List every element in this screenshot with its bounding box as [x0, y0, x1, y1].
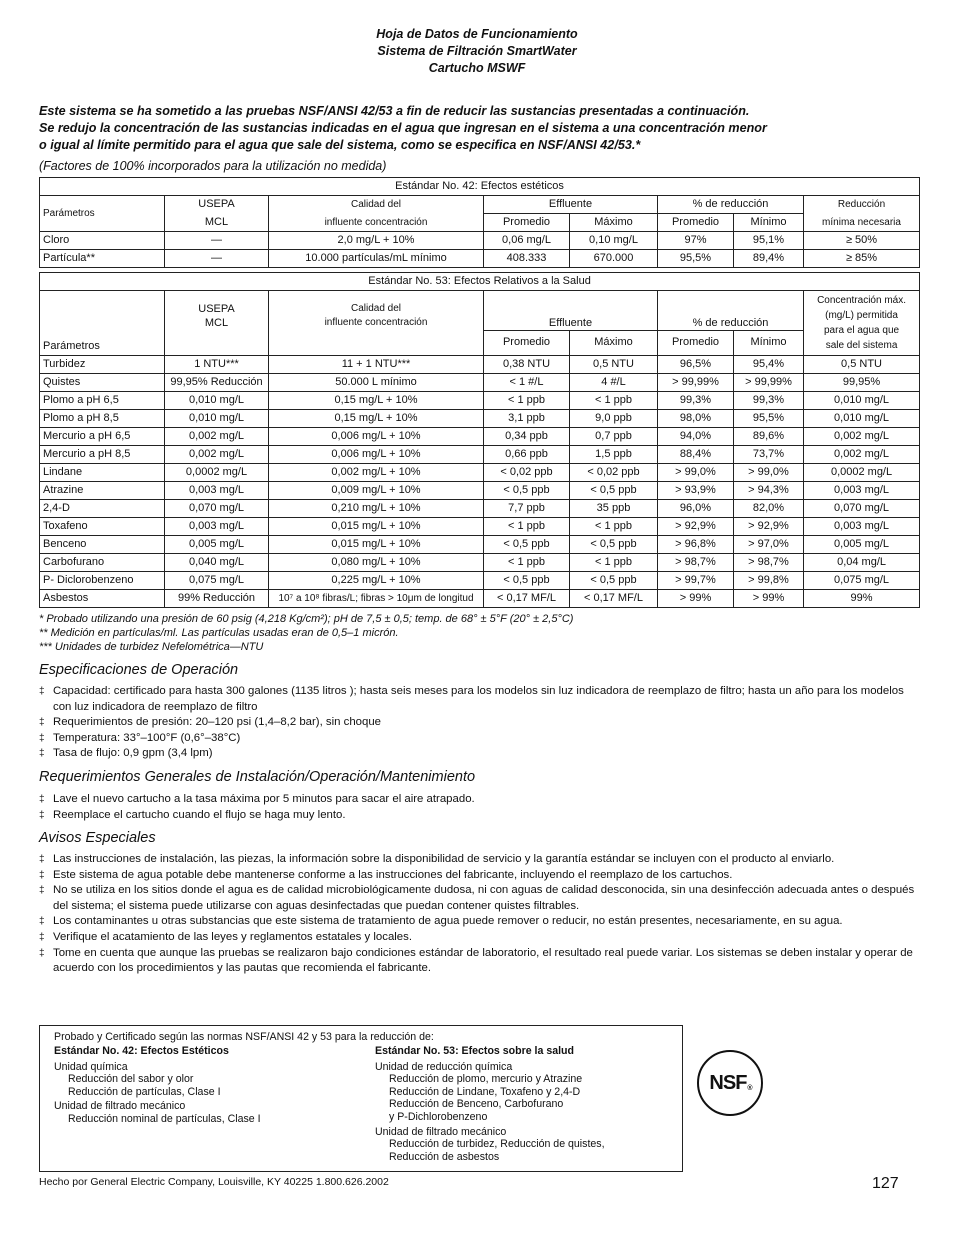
table42-header-redmin-1: Reducción — [804, 196, 920, 214]
table42-cell: 89,4% — [734, 250, 804, 268]
table53-row — [40, 374, 920, 392]
table53-cell: 7,7 ppb — [484, 500, 570, 518]
table53-cell: 95,4% — [734, 356, 804, 374]
table53-cell: 82,0% — [734, 500, 804, 518]
table42-cell: 2,0 mg/L + 10% — [269, 232, 484, 250]
table53-cell: < 1 ppb — [484, 554, 570, 572]
table53-cell: Carbofurano — [40, 554, 165, 572]
intro-statement — [39, 103, 919, 154]
cert-column-42 — [54, 1045, 354, 1126]
table53-header-conc-2: (mg/L) permitida — [825, 310, 898, 321]
table42-header-reduccion: % de reducción — [658, 196, 804, 214]
table53-cell: 0,002 mg/L — [165, 446, 269, 464]
table53-cell: 94,0% — [658, 428, 734, 446]
footer-maker: Hecho por General Electric Company, Louisville, KY 40225 1.800.626.2002 — [39, 1176, 389, 1188]
table53-cell: 0,003 mg/L — [165, 482, 269, 500]
table53-cell: 0,005 mg/L — [804, 536, 920, 554]
table53-cell: > 98,7% — [734, 554, 804, 572]
table42-header-minimo: Mínimo — [734, 214, 804, 232]
table53-cell: < 1 ppb — [484, 392, 570, 410]
table42-header-usepa: USEPA — [165, 196, 269, 214]
table53-cell: > 93,9% — [658, 482, 734, 500]
table53-header-conc-3: para el agua que — [824, 325, 900, 336]
table53-cell: > 94,3% — [734, 482, 804, 500]
table53-cell: 0,003 mg/L — [165, 518, 269, 536]
table53-cell: < 0,5 ppb — [484, 572, 570, 590]
table42-header-calidad-1: Calidad del — [269, 196, 484, 214]
table53-cell: 0,003 mg/L — [804, 518, 920, 536]
header-line-3: Cartucho MSWF — [428, 61, 526, 75]
table53-cell: Plomo a pH 8,5 — [40, 410, 165, 428]
table53-header-usepa-spacer — [165, 330, 269, 355]
table53-cell: 99,95% — [804, 374, 920, 392]
table53-cell: 0,005 mg/L — [165, 536, 269, 554]
table42-row — [40, 232, 920, 250]
table53-cell: 99,95% Reducción — [165, 374, 269, 392]
table53-cell: 0,210 mg/L + 10% — [269, 500, 484, 518]
intro-line-1: Este sistema se ha sometido a las pruebas NSF/ANSI 42/53 a fin de reducir las sustancias presentadas a continuación. — [39, 104, 750, 118]
table53-cell: 96,5% — [658, 356, 734, 374]
cert-42-line-3: Reducción de partículas, Clase I — [68, 1085, 221, 1098]
table53-cell: 0,5 NTU — [804, 356, 920, 374]
cert-53-line-3: Reducción de Lindane, Toxafeno y 2,4-D — [389, 1085, 581, 1098]
table53-header-promedio-2: Promedio — [658, 330, 734, 355]
header-line-1: Hoja de Datos de Funcionamiento — [376, 27, 578, 41]
table53-cell: 3,1 ppb — [484, 410, 570, 428]
table53-cell: 99,3% — [658, 392, 734, 410]
table53-cell: < 1 ppb — [484, 518, 570, 536]
table53-cell: 0,34 ppb — [484, 428, 570, 446]
table53-cell: < 0,17 MF/L — [484, 590, 570, 608]
table53-row — [40, 590, 920, 608]
table53-cell: < 0,5 ppb — [570, 536, 658, 554]
table53-header-promedio: Promedio — [484, 330, 570, 355]
cert-intro: Probado y Certificado según las normas NSF/ANSI 42 y 53 para la reducción de: — [54, 1031, 434, 1043]
table53-cell: 0,009 mg/L + 10% — [269, 482, 484, 500]
cert-42-line-4: Unidad de filtrado mecánico — [54, 1100, 186, 1113]
table53-row — [40, 392, 920, 410]
footnote-1: * Probado utilizando una presión de 60 psig (4,218 Kg/cm²); pH de 7,5 ± 0,5; temp. de 68° ± 5°F (20° ± 2,5°C) — [39, 613, 574, 625]
spec-item: ‡ Capacidad: certificado para hasta 300 galones (1135 litros ); hasta seis meses para los modelos sin luz indicadora de reemplazo de filtro; hasta un año para los modelos con luz indicadora de reemplazo de filtro — [39, 684, 919, 715]
nsf-logo-reg: ® — [747, 1084, 752, 1092]
table42-header-param: Parámetros — [40, 196, 165, 232]
table53-cell: > 99,0% — [734, 464, 804, 482]
table53-cell: > 99,0% — [658, 464, 734, 482]
table53-cell: Mercurio a pH 6,5 — [40, 428, 165, 446]
table42-header-mcl: MCL — [165, 214, 269, 232]
table42-cell: 97% — [658, 232, 734, 250]
table53-cell: 0,010 mg/L — [804, 392, 920, 410]
cert-42-line-1: Unidad química — [54, 1060, 128, 1073]
cert-42-line-5: Reducción nominal de partículas, Clase I — [68, 1112, 261, 1125]
table53-cell: > 96,8% — [658, 536, 734, 554]
table42-header-promedio-2: Promedio — [658, 214, 734, 232]
table53-cell: 99,3% — [734, 392, 804, 410]
spec-section-title: Especificaciones de Operación — [39, 662, 239, 678]
table42-cell: 670.000 — [570, 250, 658, 268]
cert-53-line-6: Unidad de filtrado mecánico — [375, 1125, 507, 1138]
table53-header-conc-cell — [804, 291, 920, 356]
table53-row — [40, 428, 920, 446]
table53-cell: 0,010 mg/L — [165, 410, 269, 428]
table53-cell: Turbidez — [40, 356, 165, 374]
table42-header-effluente: Effluente — [484, 196, 658, 214]
table42-row — [40, 250, 920, 268]
table53-cell: 0,010 mg/L — [165, 392, 269, 410]
table42-cell: 95,5% — [658, 250, 734, 268]
table53-cell: < 0,17 MF/L — [570, 590, 658, 608]
table53-cell: < 0,02 ppb — [570, 464, 658, 482]
cert-53-line-2: Reducción de plomo, mercurio y Atrazine — [389, 1073, 583, 1086]
table53-cell: 0,15 mg/L + 10% — [269, 410, 484, 428]
table53-cell: < 0,5 ppb — [570, 572, 658, 590]
table53-cell: > 99,7% — [658, 572, 734, 590]
table53-cell: > 98,7% — [658, 554, 734, 572]
table53-cell: 2,4-D — [40, 500, 165, 518]
table53-cell: 0,5 NTU — [570, 356, 658, 374]
table53-cell: 11 + 1 NTU*** — [269, 356, 484, 374]
cert-53-line-7: Reducción de turbidez, Reducción de quistes, — [389, 1138, 605, 1151]
footnote-3: *** Unidades de turbidez Nefelométrica—NTU — [39, 641, 264, 653]
table53-cell: > 97,0% — [734, 536, 804, 554]
cert-53-line-8: Reducción de asbestos — [389, 1150, 500, 1163]
install-item: ‡ Reemplace el cartucho cuando el flujo se haga muy lento. — [39, 808, 919, 824]
table53-header-calidad-spacer — [269, 330, 484, 355]
table53-cell: > 99,8% — [734, 572, 804, 590]
table53-cell: 0,075 mg/L — [804, 572, 920, 590]
avisos-section-title: Avisos Especiales — [39, 830, 156, 846]
table53-header-conc-1: Concentración máx. — [817, 295, 906, 306]
table53-cell: 0,006 mg/L + 10% — [269, 428, 484, 446]
install-item: ‡ Lave el nuevo cartucho a la tasa máxima por 5 minutos para sacar el aire atrapado. — [39, 792, 919, 808]
table42-header-maximo: Máximo — [570, 214, 658, 232]
page-number: 127 — [872, 1175, 899, 1192]
cert-42-heading: Estándar No. 42: Efectos Estéticos — [54, 1045, 229, 1057]
table42-cell: Cloro — [40, 232, 165, 250]
table53-cell: 98,0% — [658, 410, 734, 428]
spec-list — [39, 684, 919, 762]
table53-cell: 0,003 mg/L — [804, 482, 920, 500]
table53-header-calidad-cell — [269, 291, 484, 331]
table53-header-effluente: Effluente — [484, 291, 658, 331]
table53-cell: 89,6% — [734, 428, 804, 446]
table42-cell: — — [165, 232, 269, 250]
table53-row — [40, 500, 920, 518]
table53-cell: 0,015 mg/L + 10% — [269, 536, 484, 554]
table53-header-calidad-2: influente concentración — [324, 317, 428, 329]
table42-cell: — — [165, 250, 269, 268]
table53-cell: < 0,5 ppb — [570, 482, 658, 500]
table53-row — [40, 554, 920, 572]
table53-row — [40, 410, 920, 428]
table53-cell: 10⁷ a 10⁸ fibras/L; fibras > 10μm de longitud — [269, 590, 484, 608]
spec-item: ‡ Requerimientos de presión: 20–120 psi (1,4–8,2 bar), sin choque — [39, 715, 919, 731]
table53-header-usepa-cell — [165, 291, 269, 331]
table42-title: Estándar No. 42: Efectos estéticos — [40, 178, 920, 196]
table53-cell: 0,075 mg/L — [165, 572, 269, 590]
table53-cell: Asbestos — [40, 590, 165, 608]
spec-item: ‡ Tasa de flujo: 0,9 gpm (3,4 lpm) — [39, 746, 919, 762]
table53-cell: Mercurio a pH 8,5 — [40, 446, 165, 464]
table42-header-calidad-2: influente concentración — [269, 214, 484, 232]
table53-cell: 0,010 mg/L — [804, 410, 920, 428]
table53-header-mcl: MCL — [204, 317, 229, 330]
table53-cell: 0,070 mg/L — [804, 500, 920, 518]
table53-cell: 35 ppb — [570, 500, 658, 518]
table42-cell: 0,10 mg/L — [570, 232, 658, 250]
table53-row — [40, 536, 920, 554]
table53-cell: 0,040 mg/L — [165, 554, 269, 572]
table53-cell: P- Diclorobenzeno — [40, 572, 165, 590]
table-standard-53 — [39, 272, 920, 608]
table53-header-minimo: Mínimo — [734, 330, 804, 355]
table53-cell: 73,7% — [734, 446, 804, 464]
table53-cell: > 99% — [658, 590, 734, 608]
table53-cell: Atrazine — [40, 482, 165, 500]
table53-cell: 0,04 mg/L — [804, 554, 920, 572]
table53-cell: Lindane — [40, 464, 165, 482]
table53-cell: 50.000 L mínimo — [269, 374, 484, 392]
table53-cell: Toxafeno — [40, 518, 165, 536]
table42-cell: 0,06 mg/L — [484, 232, 570, 250]
table-standard-42 — [39, 177, 920, 268]
table53-row — [40, 572, 920, 590]
avisos-item: ‡ Los contaminantes u otras substancias que este sistema de tratamiento de agua puede remover o reducir, no están presentes, necesariamente, en su agua. — [39, 914, 919, 930]
nsf-logo-icon — [697, 1050, 763, 1116]
table53-body — [40, 356, 920, 608]
table53-cell: 0,006 mg/L + 10% — [269, 446, 484, 464]
factors-note: (Factores de 100% incorporados para la utilización no medida) — [39, 159, 387, 173]
table53-cell: 0,15 mg/L + 10% — [269, 392, 484, 410]
avisos-item: ‡ No se utiliza en los sitios donde el agua es de calidad microbiológicamente dudosa, ni con aguas de calidad desconocida, sin una desinfección adecuada antes o después del sistema; el sistema puede utilizarse con aguas desinfectadas que puedan contener quistes filtrables. — [39, 883, 919, 914]
table53-cell: < 1 ppb — [570, 554, 658, 572]
table53-cell: Plomo a pH 6,5 — [40, 392, 165, 410]
table53-cell: 0,002 mg/L + 10% — [269, 464, 484, 482]
table53-cell: 0,225 mg/L + 10% — [269, 572, 484, 590]
intro-line-2: Se redujo la concentración de las sustancias indicadas en el agua que ingresan en el sistema a una concentración menor — [39, 121, 767, 135]
cert-53-heading: Estándar No. 53: Efectos sobre la salud — [375, 1045, 574, 1057]
table53-row — [40, 518, 920, 536]
table53-cell: 0,7 ppb — [570, 428, 658, 446]
cert-column-53 — [375, 1045, 675, 1163]
table53-cell: 0,38 NTU — [484, 356, 570, 374]
table53-row — [40, 464, 920, 482]
avisos-item: ‡ Verifique el acatamiento de las leyes y reglamentos estatales y locales. — [39, 930, 919, 946]
table42-body — [40, 232, 920, 268]
avisos-item: ‡ Tome en cuenta que aunque las pruebas se realizaron bajo condiciones estándar de laboratorio, el resultado real puede variar. Los sistemas se deben instalar y operar de acuerdo con los procedimientos y las pautas que recomienda el fabricante. — [39, 946, 919, 977]
install-section-title: Requerimientos Generales de Instalación/Operación/Mantenimiento — [39, 769, 476, 785]
table53-header-maximo: Máximo — [570, 330, 658, 355]
table42-cell: 10.000 partículas/mL mínimo — [269, 250, 484, 268]
table53-cell: 0,66 ppb — [484, 446, 570, 464]
cert-53-line-4: Reducción de Benceno, Carbofurano — [389, 1098, 564, 1111]
table53-cell: 0,015 mg/L + 10% — [269, 518, 484, 536]
table53-cell: 0,070 mg/L — [165, 500, 269, 518]
table42-cell: 408.333 — [484, 250, 570, 268]
table42-cell: Partícula** — [40, 250, 165, 268]
table42-cell: 95,1% — [734, 232, 804, 250]
avisos-item: ‡ Las instrucciones de instalación, las piezas, la información sobre la disponibilidad de servicio y la garantía estándar se incluyen con el producto al enviarlo. — [39, 852, 919, 868]
table53-cell: 0,002 mg/L — [165, 428, 269, 446]
cert-53-line-1: Unidad de reducción química — [375, 1060, 513, 1073]
table53-header-conc-4: sale del sistema — [825, 340, 898, 351]
avisos-list — [39, 852, 919, 977]
table53-cell: < 0,5 ppb — [484, 482, 570, 500]
table53-cell: < 1 ppb — [570, 518, 658, 536]
avisos-item: ‡ Este sistema de agua potable debe mantenerse conforme a las instrucciones del fabricante, incluyendo el reemplazo de los cartuchos. — [39, 868, 919, 884]
table53-cell: 1,5 ppb — [570, 446, 658, 464]
table53-cell: 88,4% — [658, 446, 734, 464]
table53-cell: 0,002 mg/L — [804, 428, 920, 446]
install-list — [39, 792, 919, 823]
table53-cell: < 1 ppb — [570, 392, 658, 410]
table42-header-redmin-2: mínima necesaria — [804, 214, 920, 232]
spec-item: ‡ Temperatura: 33°–100°F (0,6°–38°C) — [39, 731, 919, 747]
cert-53-line-5: y P-Dichlorobenzeno — [389, 1110, 488, 1123]
footnote-2: ** Medición en partículas/ml. Las partículas usadas eran de 0,5–1 micrón. — [39, 627, 399, 639]
table53-cell: Benceno — [40, 536, 165, 554]
table53-cell: < 1 #/L — [484, 374, 570, 392]
document-header — [0, 26, 954, 77]
table53-title: Estándar No. 53: Efectos Relativos a la Salud — [40, 273, 920, 291]
table53-cell: 0,0002 mg/L — [165, 464, 269, 482]
table53-cell: 9,0 ppb — [570, 410, 658, 428]
table42-cell: ≥ 85% — [804, 250, 920, 268]
table53-cell: 99% — [804, 590, 920, 608]
intro-line-3: o igual al límite permitido para el agua que sale del sistema, como se especifica en NSF/ANSI 42/53.* — [39, 138, 641, 152]
table53-row — [40, 446, 920, 464]
cert-42-line-2: Reducción del sabor y olor — [68, 1073, 194, 1086]
table53-header-usepa: USEPA — [198, 303, 235, 316]
table53-cell: 4 #/L — [570, 374, 658, 392]
table53-cell: < 0,5 ppb — [484, 536, 570, 554]
table53-cell: > 92,9% — [734, 518, 804, 536]
nsf-logo-text: NSF — [709, 1071, 747, 1094]
table53-header-reduccion: % de reducción — [658, 291, 804, 331]
table53-cell: 0,080 mg/L + 10% — [269, 554, 484, 572]
table53-cell: 1 NTU*** — [165, 356, 269, 374]
table53-cell: 0,002 mg/L — [804, 446, 920, 464]
table53-cell: 96,0% — [658, 500, 734, 518]
table53-header-calidad-1: Calidad del — [350, 303, 402, 315]
table53-cell: 0,0002 mg/L — [804, 464, 920, 482]
table42-cell: ≥ 50% — [804, 232, 920, 250]
table53-cell: < 0,02 ppb — [484, 464, 570, 482]
table-footnotes — [39, 612, 573, 654]
table53-row — [40, 482, 920, 500]
table42-header-promedio: Promedio — [484, 214, 570, 232]
header-line-2: Sistema de Filtración SmartWater — [377, 44, 577, 58]
table53-row — [40, 356, 920, 374]
table53-header-param: Parámetros — [40, 291, 165, 356]
table53-cell: > 99,99% — [734, 374, 804, 392]
table53-cell: 95,5% — [734, 410, 804, 428]
certification-box — [39, 1025, 683, 1172]
table53-cell: > 99% — [734, 590, 804, 608]
table53-cell: Quistes — [40, 374, 165, 392]
table53-cell: 99% Reducción — [165, 590, 269, 608]
table53-cell: > 92,9% — [658, 518, 734, 536]
table53-cell: > 99,99% — [658, 374, 734, 392]
